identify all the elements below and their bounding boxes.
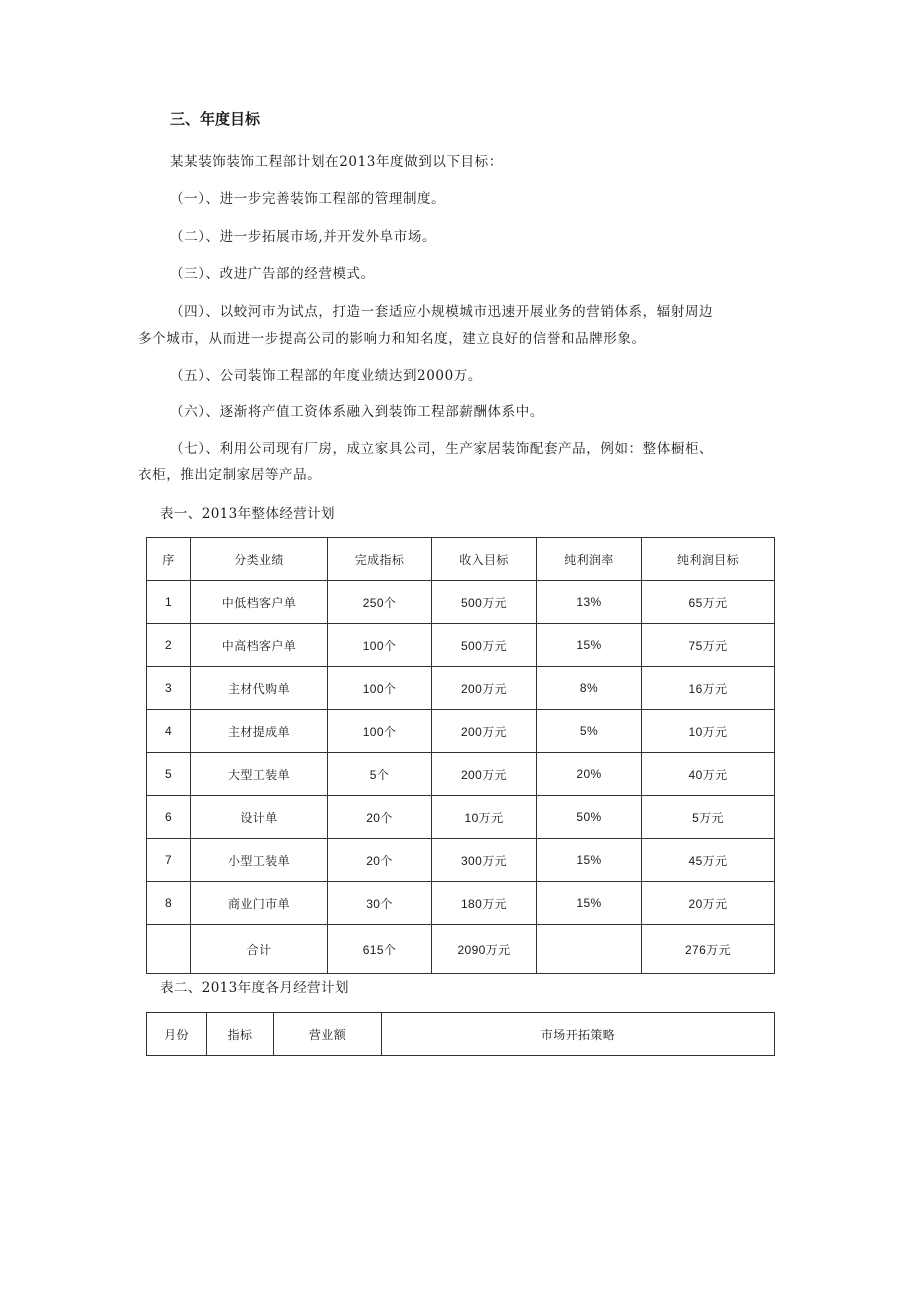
cell-margin: 5% bbox=[537, 710, 642, 753]
cell-seq: 7 bbox=[147, 839, 191, 882]
col-header-revenue: 收入目标 bbox=[432, 538, 537, 581]
cell-seq: 8 bbox=[147, 882, 191, 925]
cell-revenue: 200万元 bbox=[432, 710, 537, 753]
cell-margin: 15% bbox=[537, 839, 642, 882]
goal-7-line-1: （七）、利用公司现有厂房，成立家具公司，生产家居装饰配套产品，例如：整体橱柜、 bbox=[170, 441, 714, 457]
cell-revenue: 500万元 bbox=[432, 581, 537, 624]
col-header-month: 月份 bbox=[147, 1013, 207, 1056]
goal-4-line-1: （四）、以蛟河市为试点，打造一套适应小规模城市迅速开展业务的营销体系，辐射周边 bbox=[170, 304, 714, 320]
total-profit: 276万元 bbox=[642, 925, 775, 974]
overall-plan-table bbox=[146, 537, 775, 974]
cell-category: 大型工装单 bbox=[191, 753, 328, 796]
cell-profit: 20万元 bbox=[642, 882, 775, 925]
table-row bbox=[147, 710, 775, 753]
goal-7-line-2: 衣柜，推出定制家居等产品。 bbox=[138, 467, 322, 483]
total-revenue: 2090万元 bbox=[432, 925, 537, 974]
goal-1: （一）、进一步完善装饰工程部的管理制度。 bbox=[170, 191, 446, 207]
monthly-plan-table bbox=[146, 1012, 775, 1056]
goal-6: （六）、逐渐将产值工资体系融入到装饰工程部薪酬体系中。 bbox=[170, 404, 544, 420]
cell-profit: 5万元 bbox=[642, 796, 775, 839]
cell-profit: 45万元 bbox=[642, 839, 775, 882]
col-header-indicator: 指标 bbox=[207, 1013, 274, 1056]
goal-2: （二）、进一步拓展市场,并开发外阜市场。 bbox=[170, 229, 437, 245]
cell-category: 主材代购单 bbox=[191, 667, 328, 710]
total-seq bbox=[147, 925, 191, 974]
cell-category: 设计单 bbox=[191, 796, 328, 839]
table-total-row bbox=[147, 925, 775, 974]
goal-5: （五）、公司装饰工程部的年度业绩达到2000万。 bbox=[170, 368, 483, 384]
cell-revenue: 500万元 bbox=[432, 624, 537, 667]
cell-margin: 15% bbox=[537, 882, 642, 925]
cell-revenue: 180万元 bbox=[432, 882, 537, 925]
cell-category: 小型工装单 bbox=[191, 839, 328, 882]
cell-seq: 6 bbox=[147, 796, 191, 839]
cell-target-count: 5个 bbox=[328, 753, 432, 796]
total-label: 合计 bbox=[191, 925, 328, 974]
table2-caption: 表二、2013年度各月经营计划 bbox=[160, 980, 349, 996]
total-margin bbox=[537, 925, 642, 974]
cell-margin: 50% bbox=[537, 796, 642, 839]
cell-target-count: 30个 bbox=[328, 882, 432, 925]
cell-revenue: 200万元 bbox=[432, 753, 537, 796]
cell-margin: 20% bbox=[537, 753, 642, 796]
col-header-seq: 序 bbox=[147, 538, 191, 581]
col-header-turnover: 营业额 bbox=[274, 1013, 382, 1056]
cell-target-count: 20个 bbox=[328, 839, 432, 882]
table-row bbox=[147, 753, 775, 796]
cell-profit: 10万元 bbox=[642, 710, 775, 753]
cell-profit: 65万元 bbox=[642, 581, 775, 624]
table2-header-row bbox=[147, 1013, 775, 1056]
cell-margin: 8% bbox=[537, 667, 642, 710]
cell-seq: 4 bbox=[147, 710, 191, 753]
cell-seq: 2 bbox=[147, 624, 191, 667]
cell-target-count: 100个 bbox=[328, 710, 432, 753]
cell-seq: 1 bbox=[147, 581, 191, 624]
col-header-margin: 纯利润率 bbox=[537, 538, 642, 581]
section-title: 三、年度目标 bbox=[170, 110, 261, 128]
total-target-count: 615个 bbox=[328, 925, 432, 974]
cell-category: 商业门市单 bbox=[191, 882, 328, 925]
cell-target-count: 20个 bbox=[328, 796, 432, 839]
col-header-target-count: 完成指标 bbox=[328, 538, 432, 581]
col-header-category: 分类业绩 bbox=[191, 538, 328, 581]
cell-seq: 5 bbox=[147, 753, 191, 796]
cell-margin: 15% bbox=[537, 624, 642, 667]
cell-profit: 75万元 bbox=[642, 624, 775, 667]
table1-caption: 表一、2013年整体经营计划 bbox=[160, 506, 335, 522]
cell-target-count: 100个 bbox=[328, 624, 432, 667]
table-row bbox=[147, 667, 775, 710]
col-header-profit: 纯利润目标 bbox=[642, 538, 775, 581]
table-row bbox=[147, 796, 775, 839]
cell-target-count: 250个 bbox=[328, 581, 432, 624]
goal-3: （三）、改进广告部的经营模式。 bbox=[170, 266, 375, 282]
goal-4-line-2: 多个城市，从而进一步提高公司的影响力和知名度，建立良好的信誉和品牌形象。 bbox=[138, 331, 646, 347]
table-row bbox=[147, 839, 775, 882]
table-row bbox=[147, 581, 775, 624]
table1-header-row bbox=[147, 538, 775, 581]
cell-margin: 13% bbox=[537, 581, 642, 624]
table-row bbox=[147, 882, 775, 925]
col-header-market-strategy: 市场开拓策略 bbox=[382, 1013, 775, 1056]
intro-paragraph: 某某装饰装饰工程部计划在2013年度做到以下目标： bbox=[170, 154, 503, 170]
cell-profit: 16万元 bbox=[642, 667, 775, 710]
cell-revenue: 200万元 bbox=[432, 667, 537, 710]
cell-seq: 3 bbox=[147, 667, 191, 710]
cell-profit: 40万元 bbox=[642, 753, 775, 796]
table-row bbox=[147, 624, 775, 667]
cell-revenue: 300万元 bbox=[432, 839, 537, 882]
cell-target-count: 100个 bbox=[328, 667, 432, 710]
cell-category: 中低档客户单 bbox=[191, 581, 328, 624]
cell-category: 中高档客户单 bbox=[191, 624, 328, 667]
cell-revenue: 10万元 bbox=[432, 796, 537, 839]
cell-category: 主材提成单 bbox=[191, 710, 328, 753]
